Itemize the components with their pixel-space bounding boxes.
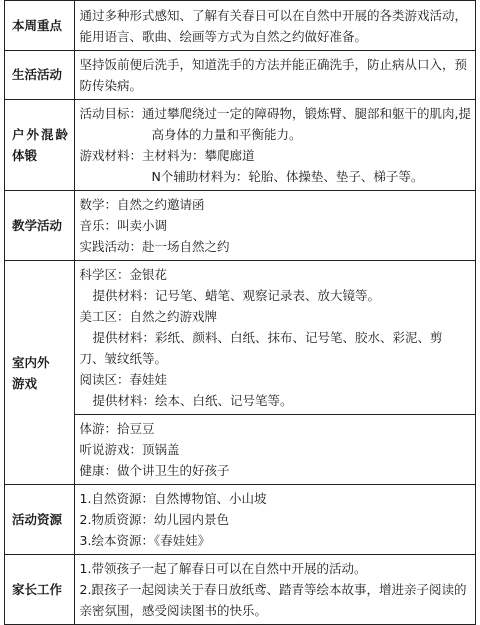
- row-teaching: [5, 191, 476, 261]
- row-parent-work: [5, 555, 476, 625]
- weekly-plan-table: [4, 0, 476, 625]
- teaching-item-music: 音乐：叫卖小调: [79, 218, 168, 233]
- area-reading-materials: 提供材料：绘本、白纸、记号笔等。: [92, 393, 293, 408]
- label-outdoor-exercise: [5, 100, 75, 191]
- parent-item-1: 1.带领孩子一起了解春日可以在自然中开展的活动。: [79, 561, 367, 576]
- label-resources: 活动资源: [5, 485, 75, 555]
- label-games-line1: 室内外: [12, 354, 50, 370]
- outdoor-goal-line1: 活动目标：通过攀爬绕过一定的障碍物，锻炼臂、腿部和躯干的肌肉,提: [79, 106, 471, 121]
- content-weekly-focus: [74, 1, 475, 51]
- label-teaching: 教学活动: [5, 191, 75, 261]
- label-outdoor-line1: 户外混龄: [12, 127, 71, 142]
- outdoor-goal-line2: 高身体的力量和平衡能力。: [151, 127, 302, 142]
- row-life-activity: [5, 51, 476, 100]
- outdoor-materials-line1: 游戏材料：主材料为：攀爬廊道: [79, 148, 255, 163]
- row-other-games: [5, 415, 476, 485]
- row-resources: [5, 485, 476, 555]
- area-art-materials-line1: 提供材料：彩纸、颜料、白纸、抹布、记号笔、胶水、彩泥、剪: [92, 330, 443, 345]
- row-weekly-focus: [5, 1, 476, 51]
- game-sport: 体游：拾豆豆: [79, 421, 155, 436]
- label-indoor-outdoor-games: [5, 261, 75, 485]
- parent-item-2-line2: 亲密氛围，感受阅读图书的快乐。: [79, 603, 268, 618]
- area-art: 美工区：自然之约游戏牌: [79, 309, 218, 324]
- content-teaching: [74, 191, 475, 261]
- resource-nature: 1.自然资源：自然博物馆、小山坡: [79, 491, 267, 506]
- row-indoor-outdoor-games: [5, 261, 476, 415]
- parent-item-2-line1: 2.跟孩子一起阅读关于春日放纸鸢、踏青等绘本故事，增进亲子阅读的: [79, 582, 467, 597]
- label-life-activity: 生活活动: [5, 51, 75, 100]
- teaching-item-math: 数学：自然之约邀请函: [79, 197, 205, 212]
- area-science-materials: 提供材料：记号笔、蜡笔、观察记录表、放大镜等。: [92, 288, 381, 303]
- area-science: 科学区：金银花: [79, 267, 168, 282]
- resource-material: 2.物质资源：幼儿园内景色: [79, 512, 229, 527]
- label-games-line2: 游戏: [12, 375, 38, 391]
- game-listen-speak: 听说游戏：顶锅盖: [79, 442, 180, 457]
- teaching-item-practice: 实践活动：赴一场自然之约: [79, 239, 230, 254]
- content-outdoor-exercise: [74, 100, 475, 191]
- content-resources: [74, 485, 475, 555]
- content-parent-work: [74, 555, 475, 625]
- content-other-games: [74, 415, 475, 485]
- content-life-activity: [74, 51, 475, 100]
- area-art-materials-line2: 刀、皱纹纸等。: [79, 351, 168, 366]
- game-health: 健康：做个讲卫生的好孩子: [79, 463, 230, 478]
- outdoor-materials-line2: N个辅助材料为：轮胎、体操垫、垫子、梯子等。: [151, 169, 424, 184]
- weekly-focus-text: 通过多种形式感知、了解有关春日可以在自然中开展的各类游戏活动，能用语言、歌曲、绘画等方式为自然之约做好准备。: [79, 7, 468, 44]
- area-reading: 阅读区：春娃娃: [79, 372, 168, 387]
- content-area-games: [74, 261, 475, 415]
- resource-picture-book: 3.绘本资源：《春娃娃》: [79, 533, 211, 548]
- label-weekly-focus: 本周重点: [5, 1, 75, 51]
- life-activity-text: 坚持饭前便后洗手，知道洗手的方法并能正确洗手，防止病从口入，预防传染病。: [79, 57, 468, 93]
- row-outdoor-exercise: [5, 100, 476, 191]
- label-outdoor-line2: 体锻: [12, 148, 38, 163]
- label-parent-work: 家长工作: [5, 555, 75, 625]
